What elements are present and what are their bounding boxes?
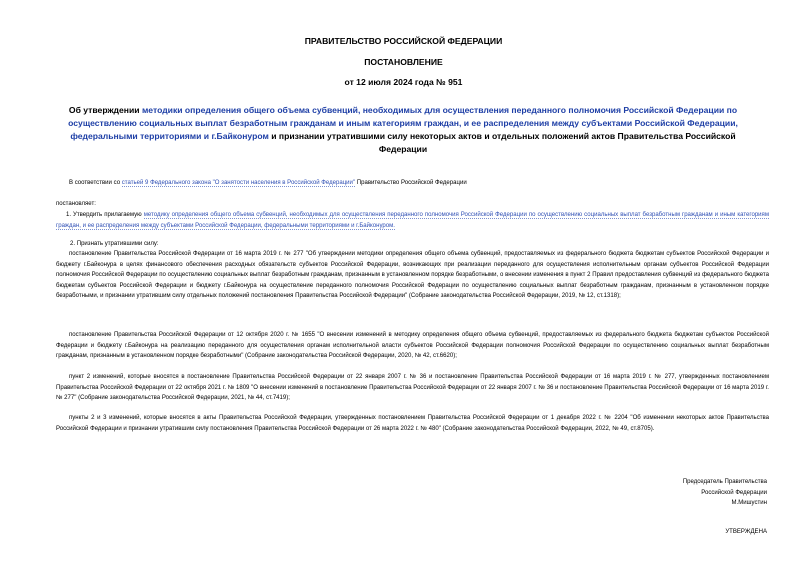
title-methodology-link[interactable]: методики определения общего объема субвенций, необходимых для осуществления переданного полномочия Российской Федерации по осуществлению социальных выплат безработным гражданам и иным категориям граждан, и ее распределения между субъектами Российской Федерации, федеральными территориями и г.Байконуром: [68, 105, 738, 141]
item-1-methodology-link[interactable]: методику определения общего объема субвенций, необходимых для осуществления переданного полномочия Российской Федерации по осуществлению социальных выплат безработным гражданам и иным категориям граждан, и ее распределения между субъектами Российской Федерации, федеральными территориями и г.Байконуром.: [56, 212, 769, 229]
repealed-paragraph-a: постановление Правительства Российской Федерации от 16 марта 2019 г. № 277 "Об утверждении методики определения общего объема субвенций, предоставляемых из федерального бюджета бюджетам субъектов Российской Федерации и бюджету г.Байконура в целях финансового обеспечения расходных обязательств субъектов Российской Федерации, возникающих при реализации переданного для осуществления исполнительным органам субъектов Российской Федерации полномочия Российской Федерации по осуществлению социальных выплат безработным гражданам, признанным в установленном порядке безработными, о внесении изменения в пункт 2 Правил предоставления субвенций из федерального бюджета бюджетам субъектов Российской Федерации и бюджету г.Байконура на осуществление переданного полномочия Российской Федерации по осуществлению социальных выплат безработным гражданам, признанным в установленном порядке безработными, и признании утратившим силу отдельных положений постановления Правительства Российской Федерации" (Собрание законодательства Российской Федерации, 2019, № 12, ст.1318);: [56, 251, 769, 300]
signature-line-1: Председатель Правительства: [682, 479, 767, 485]
approved-label: УТВЕРЖДЕНА: [725, 529, 767, 535]
doc-type-header: ПОСТАНОВЛЕНИЕ: [364, 57, 443, 67]
repealed-paragraph-b: постановление Правительства Российской Федерации от 12 октября 2020 г. № 1655 "О внесении изменений в методику определения общего объема субвенций, предоставляемых из федерального бюджета бюджетам субъектов Российской Федерации и бюджету г.Байконура на реализацию переданного для осуществления органам исполнительной власти субъектов Российской Федерации полномочия Российской Федерации по осуществлению социальных выплат безработным гражданам, признанным в установленном порядке безработными" (Собрание законодательства Российской Федерации, 2020, № 42, ст.6620);: [56, 332, 769, 360]
title-prefix: Об утверждении: [68, 105, 140, 115]
preamble-suffix: Правительство Российской Федерации: [356, 180, 467, 186]
preamble-law-link[interactable]: статьей 9 Федерального закона "О занятости населения в Российской Федерации": [121, 180, 356, 186]
signature-block: [683, 477, 767, 509]
signature-line-2: Российской Федерации: [701, 489, 767, 496]
preamble-prefix: В соответствии со: [69, 180, 121, 186]
title-suffix: и признании утратившими силу некоторых актов и отдельных положений актов Правительства Российской Федерации: [271, 131, 736, 154]
decides-text: постановляет:: [56, 201, 96, 207]
repealed-paragraph-d: пункты 2 и 3 изменений, которые вносятся в акты Правительства Российской Федерации, утвержденных постановлением Правительства Российской Федерации от 1 декабря 2022 г. № 2204 "Об изменении некоторых актов Правительства Российской Федерации и признании утратившим силу постановления Правительства Российской Федерации от 26 марта 2022 г. № 480" (Собрание законодательства Российской Федерации, 2022, № 49, ст.8705).: [56, 415, 769, 432]
repealed-paragraph-c: пункт 2 изменений, которые вносятся в постановление Правительства Российской Федерации от 22 января 2007 г. № 36 и постановление Правительства Российской Федерации от 16 марта 2019 г. № 277, утвержденных постановлением Правительства Российской Федерации от 22 октября 2021 г. № 1809 "О внесении изменений в постановление Правительства Российской Федерации от 22 января 2007 г. № 36 и постановление Правительства Российской Федерации от 16 марта 2019 г. № 277" (Собрание законодательства Российской Федерации, 2021, № 44, ст.7419);: [56, 374, 769, 402]
item-2: 2. Признать утратившими силу:: [70, 241, 159, 247]
government-header: ПРАВИТЕЛЬСТВО РОССИЙСКОЙ ФЕДЕРАЦИИ: [304, 36, 503, 46]
date-number-header: от 12 июля 2024 года № 951: [344, 77, 463, 87]
signature-line-3: М.Мишустин: [731, 500, 767, 507]
document-title: [58, 104, 748, 156]
preamble: [69, 178, 759, 189]
item-1: [56, 210, 769, 231]
item-1-prefix: 1. Утвердить прилагаемую: [66, 212, 142, 218]
